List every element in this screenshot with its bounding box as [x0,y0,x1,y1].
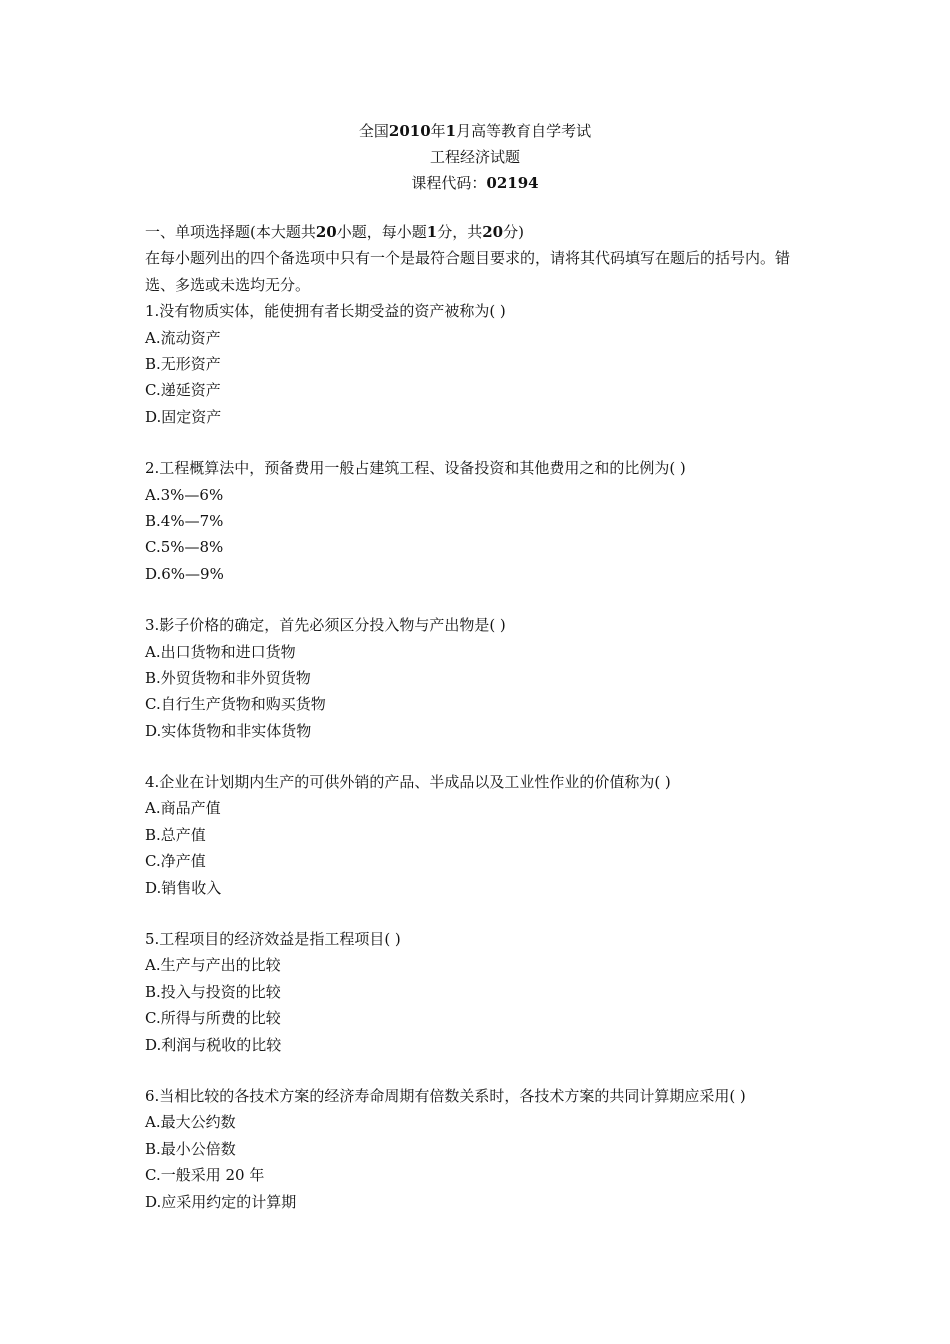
question-3 [145,612,810,744]
title-prefix: 全国 [358,122,389,140]
question-stem: 3.影子价格的确定，首先必须区分投入物与产出物是( ) [145,616,506,635]
option-d: D.实体货物和非实体货物 [145,721,312,740]
option-d: D.应采用约定的计算期 [145,1192,297,1211]
question-stem: 4.企业在计划期内生产的可供外销的产品、半成品以及工业性作业的价值称为( ) [145,773,671,792]
question-stem: 6.当相比较的各技术方案的经济寿命周期有倍数关系时，各技术方案的共同计算期应采用( ) [145,1086,746,1105]
option-b: B.总产值 [145,825,206,844]
section-title-mid1: 小题，每小题 [336,223,427,241]
option-c: C.5%—8% [145,538,224,557]
title-month: 1 [445,122,457,140]
option-b: B.外贸货物和非外贸货物 [145,668,311,687]
option-a: A.出口货物和进口货物 [145,642,296,661]
option-c: C.净产值 [145,852,206,871]
question-stem: 1.没有物质实体，能使拥有者长期受益的资产被称为( ) [145,302,506,321]
option-b: B.4%—7% [145,511,224,530]
course-code-label: 课程代码： [411,174,487,192]
exam-title [0,118,950,144]
option-b: B.最小公倍数 [145,1139,236,1158]
option-c: C.所得与所费的比较 [145,1009,281,1028]
exam-body [145,219,810,1215]
option-c: C.一般采用 20 年 [145,1166,265,1185]
option-a: A.商品产值 [145,799,221,818]
option-d: D.利润与税收的比较 [145,1035,282,1054]
option-c: C.自行生产货物和购买货物 [145,695,326,714]
section-title-mid2: 分，共 [437,223,483,241]
title-year-unit: 年 [430,122,446,140]
section-title-suffix: 分) [503,223,524,241]
section-title-prefix: 一、单项选择题(本大题共 [145,223,316,241]
section-question-count: 20 [315,223,337,241]
question-stem: 5.工程项目的经济效益是指工程项目( ) [145,930,401,949]
question-5 [145,926,810,1058]
option-c: C.递延资产 [145,381,221,400]
question-1 [145,298,810,430]
exam-header [0,118,950,196]
exam-subject: 工程经济试题 [429,148,520,166]
question-2 [145,455,810,587]
section-instruction: 在每小题列出的四个备选项中只有一个是最符合题目要求的，请将其代码填写在题后的括号内。错选、多选或未选均无分。 [145,249,791,294]
section-title [145,219,810,245]
title-suffix: 月高等教育自学考试 [456,122,592,140]
option-a: A.生产与产出的比较 [145,956,281,975]
option-b: B.投入与投资的比较 [145,982,281,1001]
course-code [0,170,950,196]
section-points-each: 1 [426,223,438,241]
option-d: D.固定资产 [145,407,222,426]
option-b: B.无形资产 [145,354,221,373]
question-4 [145,769,810,901]
option-a: A.3%—6% [145,485,224,504]
section-points-total: 20 [482,223,504,241]
title-year: 2010 [388,122,431,140]
course-code-value: 02194 [486,174,539,192]
question-6 [145,1083,810,1215]
option-d: D.6%—9% [145,564,224,583]
option-a: A.最大公约数 [145,1113,236,1132]
question-stem: 2.工程概算法中，预备费用一般占建筑工程、设备投资和其他费用之和的比例为( ) [145,459,686,478]
option-a: A.流动资产 [145,328,221,347]
option-d: D.销售收入 [145,878,222,897]
